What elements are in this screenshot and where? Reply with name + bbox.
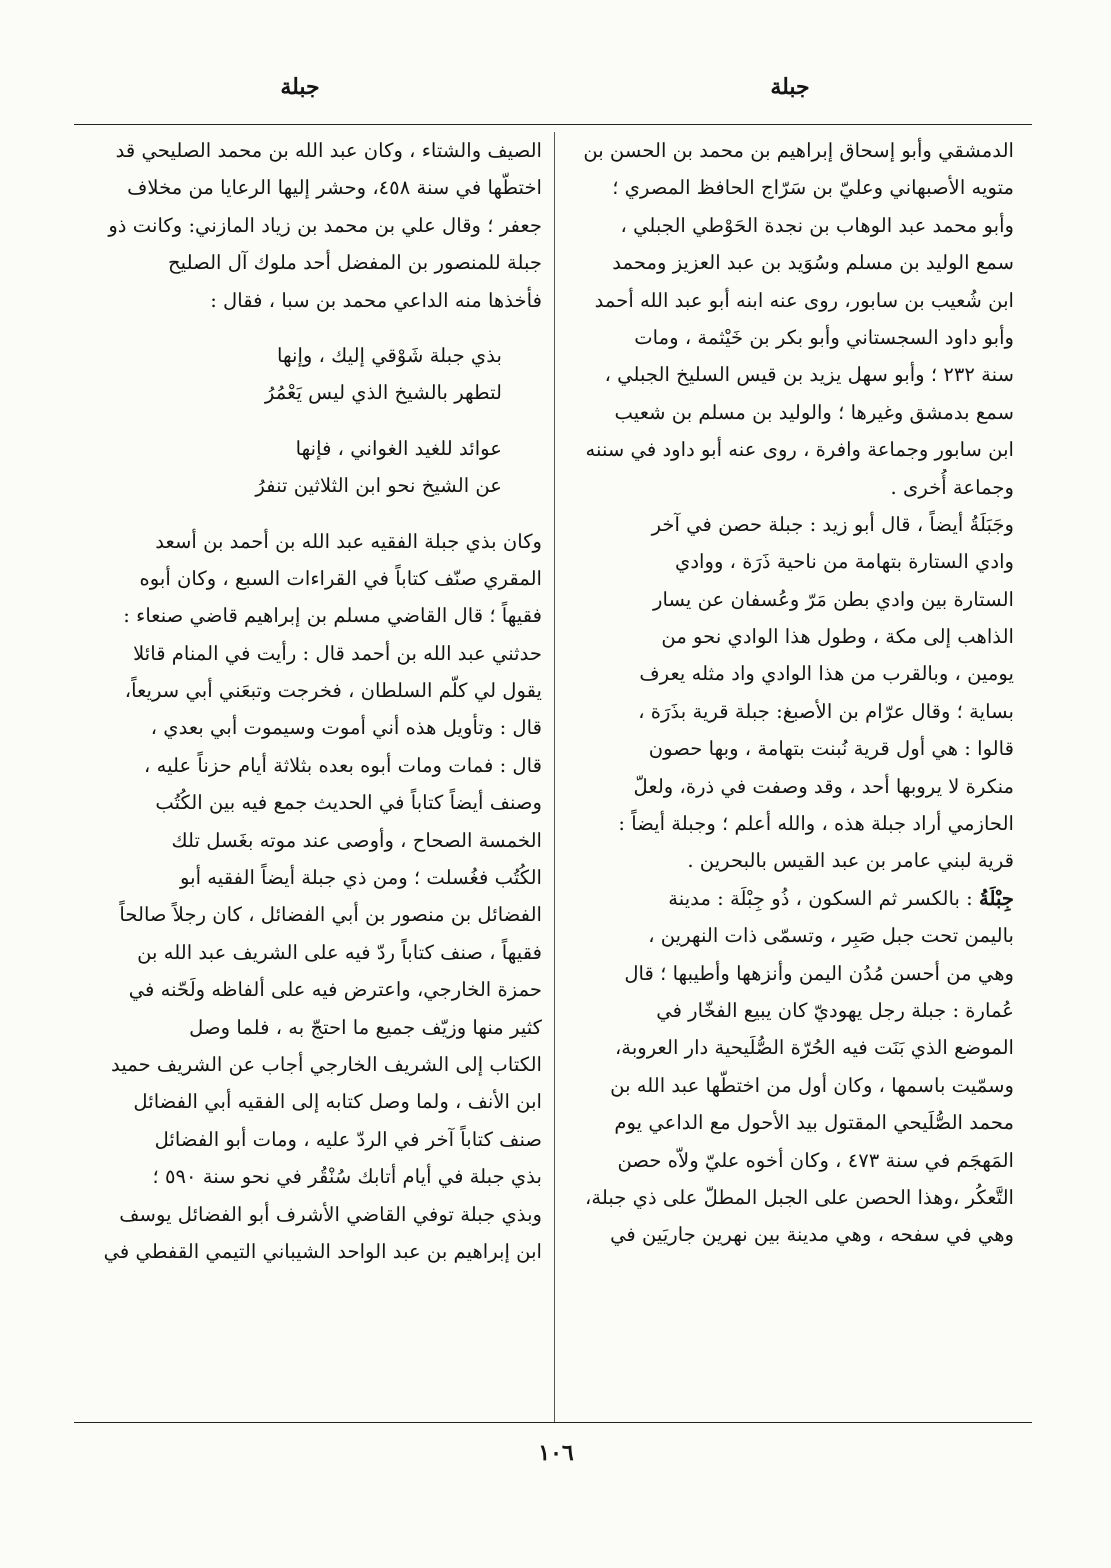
text-line: جبلة للمنصور بن المفضل أحد ملوك آل الصليح [168,251,542,275]
text-line: بساية ؛ وقال عرّام بن الأصبغ: جبلة قرية بذَرَة ، [638,699,1014,723]
entry-paragraph [82,132,542,319]
text-line: صنف كتاباً آخر في الردّ عليه ، ومات أبو الفضائل [154,1127,542,1151]
text-line: ابن إبراهيم بن عبد الواحد الشيباني التيمي القفطي في [103,1239,542,1263]
text-line: سنة ٢٣٢ ؛ وأبو سهل يزيد بن قيس السليخ الجبلي ، [604,363,1014,387]
entry-headword: جِبْلَةُ [978,886,1014,910]
text-line: المقري صنّف كتاباً في القراءات السبع ، وكان أبوه [139,566,542,590]
entry-paragraph [568,132,1014,506]
text-line: سمع الوليد بن مسلم وسُوَيد بن عبد العزيز ومحمد [612,251,1014,275]
running-header-right: جبلة [770,74,810,100]
text-line: ابن سابور وجماعة وافرة ، روى عنه أبو داود في سننه [585,438,1014,462]
entry-text: : بالكسر ثم السكون ، ذُو جِبْلَة : مدينة [668,886,979,910]
right-column [568,132,1014,1422]
text-line: المَهجَم في سنة ٤٧٣ ، وكان أخوه عليّ ولاّه حصن [617,1148,1014,1172]
poem-verse: لتطهر بالشيخ الذي ليس يَعْمُرُ [264,381,502,405]
text-line: وهي من أحسن مُدُن اليمن وأنزهها وأطيبها ؛ قال [624,961,1014,985]
text-line: الكُتُب فغُسلت ؛ ومن ذي جبلة أيضاً الفقيه أبو [180,866,542,890]
text-line: باليمن تحت جبل صَبِر ، وتسمّى ذات النهرين ، [648,924,1014,948]
poem [82,337,542,505]
text-line: محمد الصُّلَيحي المقتول بيد الأحول مع الداعي يوم [614,1111,1014,1135]
text-line: الصيف والشتاء ، وكان عبد الله بن محمد الصليحي قد [115,139,542,162]
text-line: الفضائل بن منصور بن أبي الفضائل ، كان رجلاً صالحاً [119,903,542,927]
entry-paragraph [82,523,542,1271]
text-line: وكان بذي جبلة الفقيه عبد الله بن أحمد بن أسعد [155,529,542,553]
text-line: وصنف أيضاً كتاباً في الحديث جمع فيه بين الكُتُب [155,791,542,815]
text-line: ابن الأنف ، ولما وصل كتابه إلى الفقيه أبي الفضائل [133,1090,542,1114]
poem-verse: بذي جبلة شَوْقي إليك ، وإنها [277,343,502,367]
text-line: فقيهاً ، صنف كتاباً ردّ فيه على الشريف عبد الله بن [137,940,542,964]
text-line: الكتاب إلى الشريف الخارجي أجاب عن الشريف حميد [111,1052,542,1076]
text-line: قالوا : هي أول قرية نُبنت بتهامة ، وبها حصون [648,737,1014,761]
text-line: وجَبَلَةُ أيضاً ، قال أبو زيد : جبلة حصن في آخر [651,512,1014,536]
column-divider [554,132,555,1422]
text-line: الدمشقي وأبو إسحاق إبراهيم بن محمد بن الحسن بن [583,139,1014,162]
text-line: قرية لبني عامر بن عبد القيس بالبحرين . [687,849,1014,873]
text-line: الخمسة الصحاح ، وأوصى عند موته بغَسل تلك [171,828,542,852]
text-line: بذي جبلة في أيام أتابك سُنْقُر في نحو سنة ٥٩٠ ؛ [152,1165,542,1189]
text-line: التَّعكُر ،وهذا الحصن على الجبل المطلّ على ذي جبلة، [585,1185,1014,1209]
text-line: سمع بدمشق وغيرها ؛ والوليد بن مسلم بن شعيب [614,400,1014,424]
text-line: قال : وتأويل هذه أني أموت وسيموت أبي بعدي ، [150,716,542,740]
text-line: جعفر ؛ وقال علي بن محمد بن زياد المازني: وكانت ذو [108,213,542,237]
text-line: وادي الستارة بتهامة من ناحية ذَرَة ، ووادي [674,550,1014,574]
text-line: فأخذها منه الداعي محمد بن سبا ، فقال : [210,288,542,312]
text-line: الذاهب إلى مكة ، وطول هذا الوادي نحو من [661,625,1014,649]
entry-paragraph [568,880,1014,1254]
text-line: حمزة الخارجي، واعترض فيه على ألفاظه ولَحّنه في [128,978,542,1002]
text-line: قال : فمات ومات أبوه بعده بثلاثة أيام حزناً عليه ، [144,753,542,777]
left-column [82,132,542,1422]
text-line: وأبو داود السجستاني وأبو بكر بن خَيْثمة ، ومات [634,325,1014,349]
running-header-left: جبلة [280,74,320,100]
text-line [568,880,1014,917]
text-line: منكرة لا يروبها أحد ، وقد وصفت في ذرة، ولعلّ [633,774,1014,798]
header-rule [74,124,1032,125]
text-line: متويه الأصبهاني وعليّ بن سَرّاج الحافظ المصري ؛ [612,176,1014,200]
text-line: فقيهاً ؛ قال القاضي مسلم بن إبراهيم قاضي صنعاء : [123,604,542,628]
text-line: الستارة بين وادي بطن مَرّ وعُسفان عن يسار [653,587,1014,611]
text-line: اختطّها في سنة ٤٥٨، وحشر إليها الرعايا من مخلاف [127,176,542,200]
text-line: الحازمي أراد جبلة هذه ، والله أعلم ؛ وجبلة أيضاً : [618,812,1014,836]
page-number: ١٠٦ [538,1440,574,1466]
text-line: يقول لي كلّم السلطان ، فخرجت وتبعَني أبي سريعاً، [124,679,542,703]
text-line: كثير منها وزيّف جميع ما احتجّ به ، فلما وصل [189,1015,542,1039]
text-line: عُمارة : جبلة رجل يهوديّ كان يبيع الفخّار في [656,998,1014,1022]
text-line: وبذي جبلة توفي القاضي الأشرف أبو الفضائل يوسف [119,1202,542,1226]
text-line: حدثني عبد الله بن أحمد قال : رأيت في المنام قائلا [133,641,542,665]
text-line: وسمّيت باسمها ، وكان أول من اختطّها عبد الله بن [610,1073,1014,1097]
text-line: وهي في سفحه ، وهي مدينة بين نهرين جاريَين في [610,1223,1014,1247]
text-line: ابن شُعيب بن سابور، روى عنه ابنه أبو عبد الله أحمد [594,288,1014,312]
spacer [82,319,542,337]
text-line: وأبو محمد عبد الوهاب بن نجدة الحَوْطي الجبلي ، [620,213,1014,237]
text-line: وجماعة أُخرى . [890,475,1014,499]
footer-rule [74,1422,1032,1423]
poem-verse: عوائد للغيد الغواني ، فإنها [295,436,502,460]
poem-verse: عن الشيخ نحو ابن الثلاثين تنفرُ [255,474,502,498]
text-line: يومين ، وبالقرب من هذا الوادي واد مثله يعرف [639,662,1014,686]
spacer [82,412,542,430]
text-line: الموضع الذي بَنَت فيه الحُرّة الصُّلَيحية دار العروبة، [614,1036,1014,1060]
spacer [82,505,542,523]
entry-paragraph [568,506,1014,880]
